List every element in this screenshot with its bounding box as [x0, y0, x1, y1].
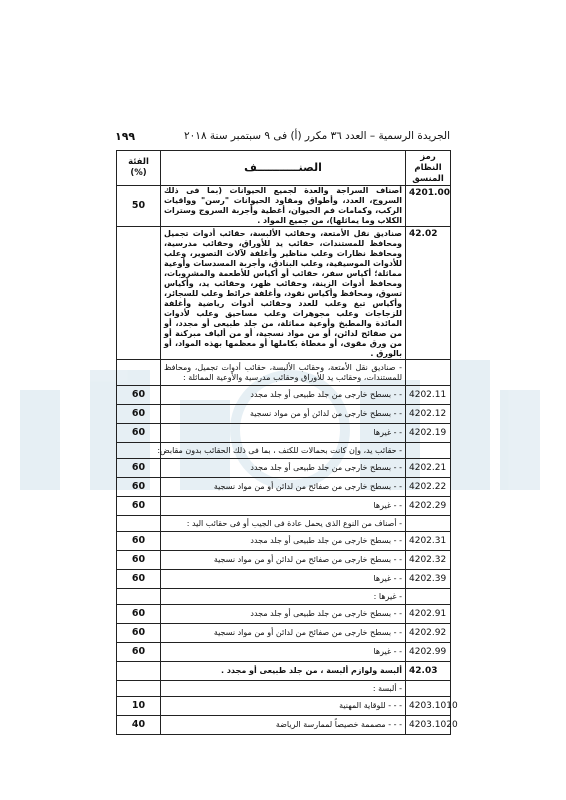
table-row — [117, 227, 451, 360]
description-cell: - - بسطح خارجى من لدائن أو من مواد نسجية — [161, 405, 406, 424]
description-cell: - - بسطح خارجى من صفائح من لدائن أو من مواد نسجية — [161, 551, 406, 570]
table-row — [117, 516, 451, 532]
page-number: ١٩٩ — [115, 129, 136, 143]
description-cell: - - غيرها — [161, 424, 406, 443]
rate-cell — [117, 360, 161, 386]
code-cell: 4202.99 — [406, 643, 451, 662]
page-header — [115, 128, 450, 144]
header-rate: الفئة (%) — [117, 151, 161, 186]
description-cell: - - بسطح خارجى من جلد طبيعى أو جلد مجدد — [161, 459, 406, 478]
code-cell: 4202.12 — [406, 405, 451, 424]
rate-cell: 60 — [117, 424, 161, 443]
rate-cell — [117, 443, 161, 459]
rate-cell: 60 — [117, 551, 161, 570]
table-row — [117, 589, 451, 605]
rate-cell — [117, 227, 161, 360]
description-cell: - - غيرها — [161, 497, 406, 516]
description-cell: - - غيرها — [161, 643, 406, 662]
code-cell: 4202.31 — [406, 532, 451, 551]
description-cell: - - غيرها — [161, 570, 406, 589]
description-cell: ألبسة ولوازم ألبسة ، من جلد طبيعى أو مجدد . — [161, 662, 406, 681]
description-cell: - غيرها : — [161, 589, 406, 605]
code-cell — [406, 360, 451, 386]
rate-cell — [117, 589, 161, 605]
table-row — [117, 443, 451, 459]
table-row — [117, 716, 451, 735]
description-cell: - - بسطح خارجى من صفائح من لدائن أو من مواد نسجية — [161, 624, 406, 643]
rate-cell: 60 — [117, 605, 161, 624]
rate-cell: 60 — [117, 570, 161, 589]
code-cell: 4202.92 — [406, 624, 451, 643]
table-row — [117, 360, 451, 386]
header-code: رمز النظام المنسق — [406, 151, 451, 186]
rate-cell: 60 — [117, 459, 161, 478]
code-cell: 4202.22 — [406, 478, 451, 497]
table-header-row — [117, 151, 451, 186]
rate-cell — [117, 681, 161, 697]
table-row — [117, 551, 451, 570]
table-row — [117, 643, 451, 662]
description-cell: - أصناف من النوع الذى يحمل عادة فى الجيب أو فى حقائب اليد : — [161, 516, 406, 532]
rate-cell: 60 — [117, 624, 161, 643]
header-description: الصنـــــــــــف — [161, 151, 406, 186]
description-cell: - - بسطح خارجى من جلد طبيعى أو جلد مجدد — [161, 532, 406, 551]
code-cell: 4203.1020 — [406, 716, 451, 735]
table-row — [117, 405, 451, 424]
code-cell: 42.02 — [406, 227, 451, 360]
table-row — [117, 605, 451, 624]
table-row — [117, 186, 451, 227]
running-title: الجريدة الرسمية – العدد ٣٦ مكرر (أ) فى ٩ سبتمبر سنة ٢٠١٨ — [184, 130, 450, 142]
code-cell: 4202.29 — [406, 497, 451, 516]
rate-cell — [117, 516, 161, 532]
rate-cell: 60 — [117, 386, 161, 405]
rate-cell: 60 — [117, 497, 161, 516]
description-cell: - ألبسة : — [161, 681, 406, 697]
description-cell: - - بسطح خارجى من جلد طبيعى أو جلد مجدد — [161, 386, 406, 405]
description-cell: - حقائب يد، وإن كانت بحمالات للكتف ، بما فى ذلك الحقائب بدون مقابض: — [161, 443, 406, 459]
table-row — [117, 624, 451, 643]
code-cell: 4202.32 — [406, 551, 451, 570]
code-cell: 4202.11 — [406, 386, 451, 405]
description-cell: - صناديق نقل الأمتعة، وحقائب الألبسة، حقائب أدوات تجميل، ومحافظ للمستندات، وحقائب يد للأوراق وحقائب مدرسية والأوعية المماثلة : — [161, 360, 406, 386]
code-cell: 4201.00 — [406, 186, 451, 227]
rate-cell: 10 — [117, 697, 161, 716]
description-cell: - - بسطح خارجى من جلد طبيعى أو جلد مجدد — [161, 605, 406, 624]
tariff-table — [116, 150, 458, 735]
code-cell: 4202.19 — [406, 424, 451, 443]
rate-cell: 60 — [117, 405, 161, 424]
table-row — [117, 532, 451, 551]
code-cell: 4202.39 — [406, 570, 451, 589]
table-row — [117, 424, 451, 443]
code-cell — [406, 443, 451, 459]
code-cell — [406, 681, 451, 697]
table-row — [117, 459, 451, 478]
code-cell: 4202.91 — [406, 605, 451, 624]
rate-cell — [117, 662, 161, 681]
table-row — [117, 386, 451, 405]
description-cell: أصناف السراجة والعدة لجميع الحيوانات (بما فى ذلك السروج، العدد، وأطواق ومقاود الحيوانات "رسن" وواقيات الركب، وكمامات فم الحيوان، أغطية وأجربة السروج وسترات الكلاب وما يماثلها)، من جميع المواد . — [161, 186, 406, 227]
rate-cell: 60 — [117, 532, 161, 551]
rate-cell: 50 — [117, 186, 161, 227]
table-row — [117, 478, 451, 497]
code-cell: 4203.1010 — [406, 697, 451, 716]
table-row — [117, 570, 451, 589]
table-row — [117, 681, 451, 697]
rate-cell: 60 — [117, 478, 161, 497]
code-cell — [406, 516, 451, 532]
description-cell: - - - مصممة خصيصاً لممارسة الرياضة — [161, 716, 406, 735]
table-row — [117, 697, 451, 716]
description-cell: - - - للوقاية المهنية — [161, 697, 406, 716]
code-cell: 42.03 — [406, 662, 451, 681]
table-row — [117, 497, 451, 516]
table-row — [117, 662, 451, 681]
rate-cell: 60 — [117, 643, 161, 662]
rate-cell: 40 — [117, 716, 161, 735]
description-cell: صناديق نقل الأمتعة، وحقائب الألبسة، حقائب أدوات تجميل ومحافظ للمستندات، حقائب يد للأوراق، وحقائب مدرسية، ومحافظ نظارات وعلب مناظير وأغلفة لآلات التصوير، وعلب للأدوات الموسيقية، وعلب البنادق، وأجربة المسدسات وأوعية مماثلة؛ أكياس سفر، حقائب أو أكياس للأطعمة والمشروبات، ومحافظ أدوات الزينة، وحقائب ظهر، وحقائب يد، وأكياس تسوق، ومحافظ وأكياس نقود، وأغلفة خرائط وعلب للسجائر، وأكياس تبغ وعلب للعدد وحقائب أدوات رياضية وأغلفة للزجاجات وعلب مجوهرات وعلب مساحيق وعلب لأدوات المائدة والمطبخ وأوعية مماثلة، من جلد طبيعى أو مجدد، أو من صفائح لدائن، أو من مواد نسجية، أو من ألياف مبركنة أو من ورق مقوى، أو مغطاة بكاملها أو معظمها بهذه المواد، أو بالورق . — [161, 227, 406, 360]
code-cell: 4202.21 — [406, 459, 451, 478]
code-cell — [406, 589, 451, 605]
description-cell: - - بسطح خارجى من صفائح من لدائن أو من مواد نسجية — [161, 478, 406, 497]
